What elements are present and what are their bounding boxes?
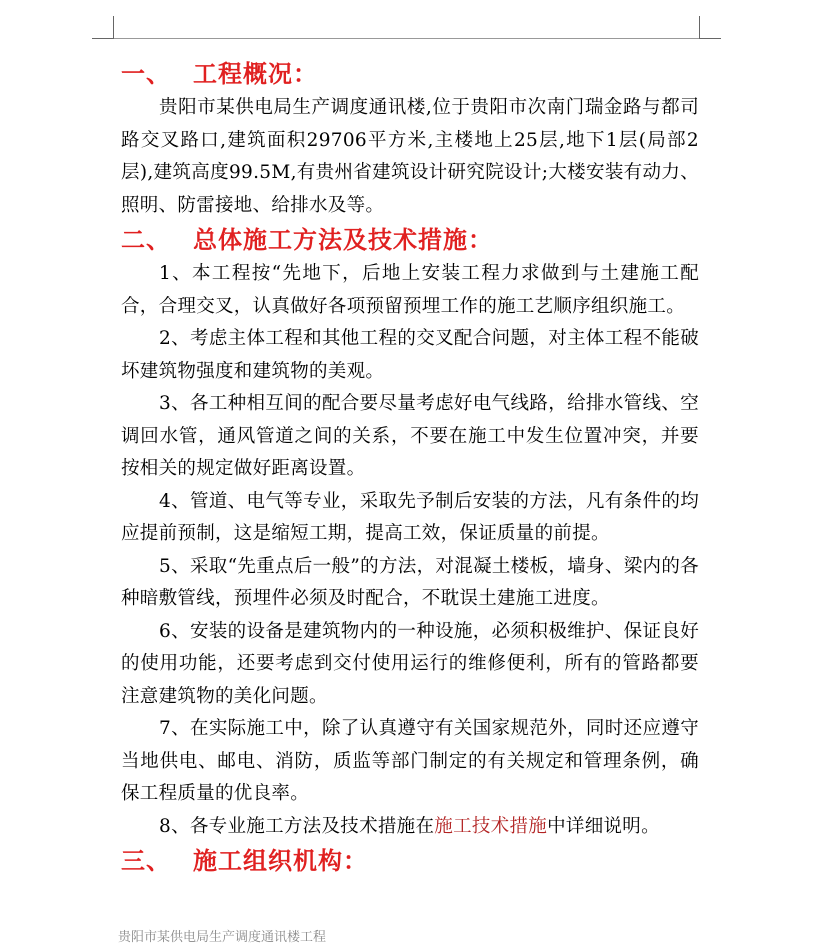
section-heading-1 (121, 56, 699, 92)
section-heading-3 (121, 843, 699, 879)
paragraph-item-1: 1、本工程按“先地下，后地上安装工程力求做到与土建施工配合，合理交叉，认真做好各项预留预埋工作的施工艺顺序组织施工。 (121, 263, 699, 317)
paragraph-item-8 (121, 811, 699, 844)
paragraph-item-5: 5、采取“先重点后一般”的方法，对混凝土楼板，墙身、梁内的各种暗敷管线，预埋件必须及时配合，不耽误土建施工进度。 (121, 555, 699, 609)
corner-mark-top-right-horizontal (699, 38, 721, 39)
document-body (121, 56, 699, 879)
paragraph-item-7: 7、在实际施工中，除了认真遵守有关国家规范外，同时还应遵守当地供电、邮电、消防，质监等部门制定的有关规定和管理条例，确保工程质量的优良率。 (121, 718, 699, 804)
section-number: 一、 (121, 60, 171, 88)
section-title: 总体施工方法及技术措施： (193, 226, 493, 254)
section-number: 三、 (121, 847, 171, 875)
paragraph-item-3: 3、各工种相互间的配合要尽量考虑好电气线路，给排水管线、空调回水管，通风管道之间的关系，不要在施工中发生位置冲突，并要按相关的规定做好距离设置。 (121, 393, 699, 479)
section-heading-2 (121, 222, 699, 258)
corner-mark-top-left (113, 16, 114, 39)
section-number: 二、 (121, 226, 171, 254)
page-footer-text: 贵阳市某供电局生产调度通讯楼工程 (118, 930, 327, 945)
paragraph-item-4: 4、管道、电气等专业，采取先予制后安装的方法，凡有条件的均应提前预制，这是缩短工期，提高工效，保证质量的前提。 (121, 490, 699, 544)
section-title: 施工组织机构： (193, 847, 368, 875)
paragraph-text: 8、各专业施工方法及技术措施在 (159, 815, 435, 837)
corner-mark-top-left-horizontal (92, 38, 114, 39)
section-title: 工程概况： (193, 60, 318, 88)
cross-reference-link[interactable]: 施工技术措施 (434, 815, 548, 837)
paragraph-item-2: 2、考虑主体工程和其他工程的交叉配合问题，对主体工程不能破坏建筑物强度和建筑物的美观。 (121, 328, 699, 382)
corner-mark-top-right (699, 16, 700, 39)
paragraph-item-6: 6、安装的设备是建筑物内的一种设施，必须积极维护、保证良好的使用功能，还要考虑到交付使用运行的维修便利，所有的管路都要注意建筑物的美化问题。 (121, 620, 699, 707)
paragraph: 贵阳市某供电局生产调度通讯楼,位于贵阳市次南门瑞金路与都司路交叉路口,建筑面积29706平方米,主楼地上25层,地下1层(局部2层),建筑高度99.5M,有贵州省建筑设计研究院设计;大楼安装有动力、照明、防雷接地、给排水及等。 (121, 97, 699, 216)
header-rule (114, 38, 699, 39)
paragraph-text: 中详细说明。 (547, 815, 660, 837)
